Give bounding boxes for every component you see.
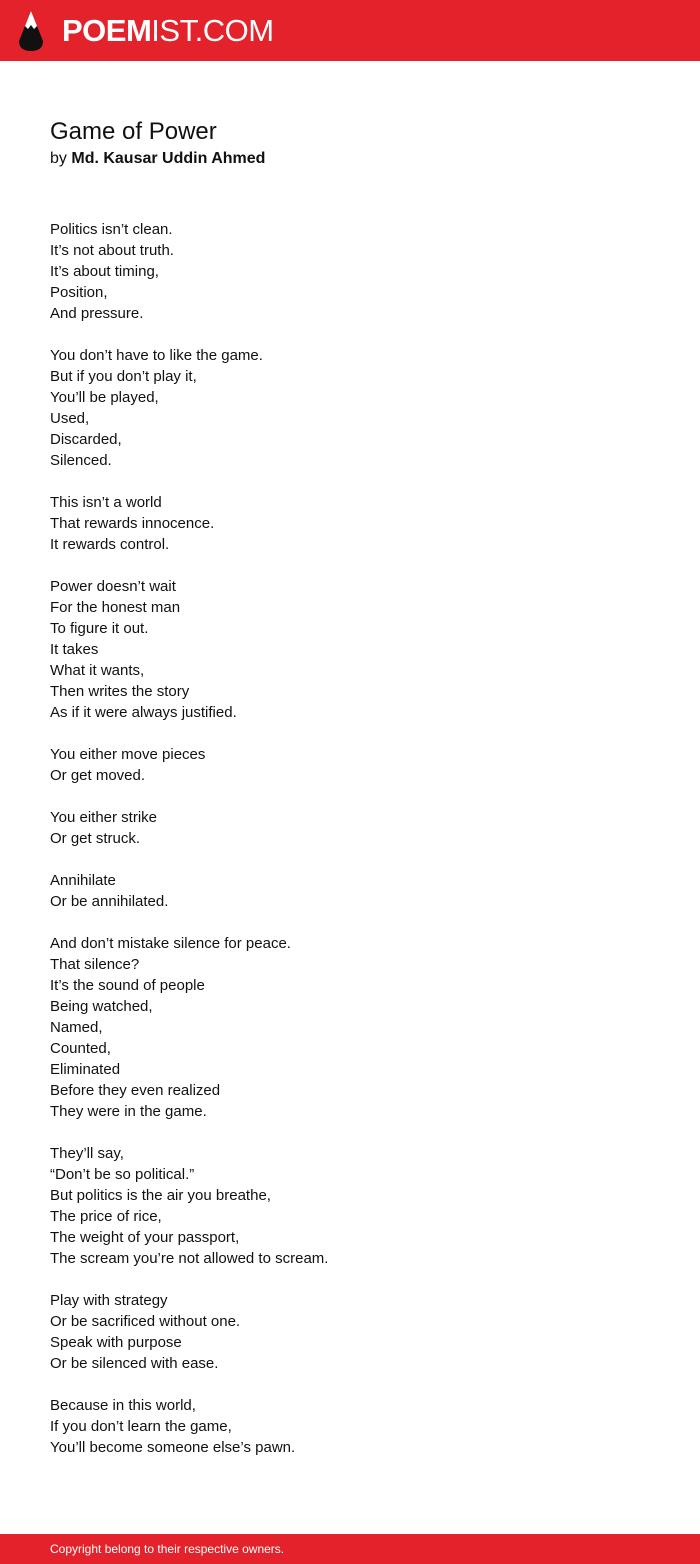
stanza — [50, 1290, 650, 1374]
logo-bold-text: POEM — [62, 13, 152, 48]
poem-line: Discarded, — [50, 431, 122, 448]
pencil-tip-icon — [18, 10, 44, 52]
stanza — [50, 345, 650, 471]
poem-line: Speak with purpose — [50, 1334, 182, 1351]
poem-line: The scream you’re not allowed to scream. — [50, 1250, 329, 1267]
stanza — [50, 933, 650, 1122]
poem-line: Counted, — [50, 1040, 111, 1057]
poem-line: That silence? — [50, 956, 140, 973]
logo-light-text: IST.COM — [151, 13, 274, 48]
poem-line: You either strike — [50, 809, 158, 826]
poem-line: Or get struck. — [50, 830, 141, 847]
poem-line: For the honest man — [50, 599, 181, 616]
stanza — [50, 219, 650, 324]
poem-line: As if it were always justified. — [50, 704, 237, 721]
poem-line: Or get moved. — [50, 767, 146, 784]
poem-line: You either move pieces — [50, 746, 206, 763]
poem-line: Silenced. — [50, 452, 112, 469]
site-footer — [0, 1534, 700, 1564]
poem-line: “Don’t be so political.” — [50, 1166, 195, 1183]
poem-line: And pressure. — [50, 305, 144, 322]
poem-line: It rewards control. — [50, 536, 170, 553]
author-name: Md. Kausar Uddin Ahmed — [71, 150, 266, 167]
poem-line: If you don’t learn the game, — [50, 1418, 232, 1435]
stanza — [50, 870, 650, 912]
poem-line: But politics is the air you breathe, — [50, 1187, 271, 1204]
poem-line: Eliminated — [50, 1061, 121, 1078]
poem-line: But if you don’t play it, — [50, 368, 197, 385]
poem-line: It’s not about truth. — [50, 242, 174, 259]
poem-title: Game of Power — [50, 118, 217, 145]
poem-line: Or be silenced with ease. — [50, 1355, 219, 1372]
poem-line: Or be annihilated. — [50, 893, 169, 910]
poem-line: They were in the game. — [50, 1103, 207, 1120]
byline — [50, 148, 265, 169]
poem-line: Being watched, — [50, 998, 153, 1015]
poem-line: You’ll be played, — [50, 389, 159, 406]
poem-line: It takes — [50, 641, 99, 658]
poem-line: Before they even realized — [50, 1082, 221, 1099]
stanza — [50, 744, 650, 786]
poem-line: Named, — [50, 1019, 103, 1036]
stanza — [50, 1395, 650, 1458]
poem-line: It’s the sound of people — [50, 977, 205, 994]
poem-line: Power doesn’t wait — [50, 578, 176, 595]
poem-line: Used, — [50, 410, 90, 427]
site-header — [0, 0, 700, 61]
poem-line: And don’t mistake silence for peace. — [50, 935, 291, 952]
copyright-notice: Copyright belong to their respective owners. — [50, 1542, 285, 1556]
site-logo[interactable] — [62, 13, 274, 49]
stanza — [50, 807, 650, 849]
poem-line: What it wants, — [50, 662, 145, 679]
poem-line: You don’t have to like the game. — [50, 347, 263, 364]
stanza — [50, 1143, 650, 1269]
poem-line: Position, — [50, 284, 108, 301]
poem-line: They’ll say, — [50, 1145, 124, 1162]
poem-body — [50, 219, 650, 1479]
poem-line: Then writes the story — [50, 683, 190, 700]
by-label: by — [50, 150, 67, 167]
poem-line: To figure it out. — [50, 620, 149, 637]
stanza — [50, 492, 650, 555]
poem-line: You’ll become someone else’s pawn. — [50, 1439, 296, 1456]
poem-line: Politics isn’t clean. — [50, 221, 173, 238]
poem-line: That rewards innocence. — [50, 515, 215, 532]
poem-line: Because in this world, — [50, 1397, 196, 1414]
poem-line: Play with strategy — [50, 1292, 168, 1309]
poem-line: The price of rice, — [50, 1208, 162, 1225]
poem-line: It’s about timing, — [50, 263, 159, 280]
poem-line: Annihilate — [50, 872, 116, 889]
poem-line: This isn’t a world — [50, 494, 162, 511]
poem-line: Or be sacrificed without one. — [50, 1313, 241, 1330]
stanza — [50, 576, 650, 723]
poem-line: The weight of your passport, — [50, 1229, 240, 1246]
